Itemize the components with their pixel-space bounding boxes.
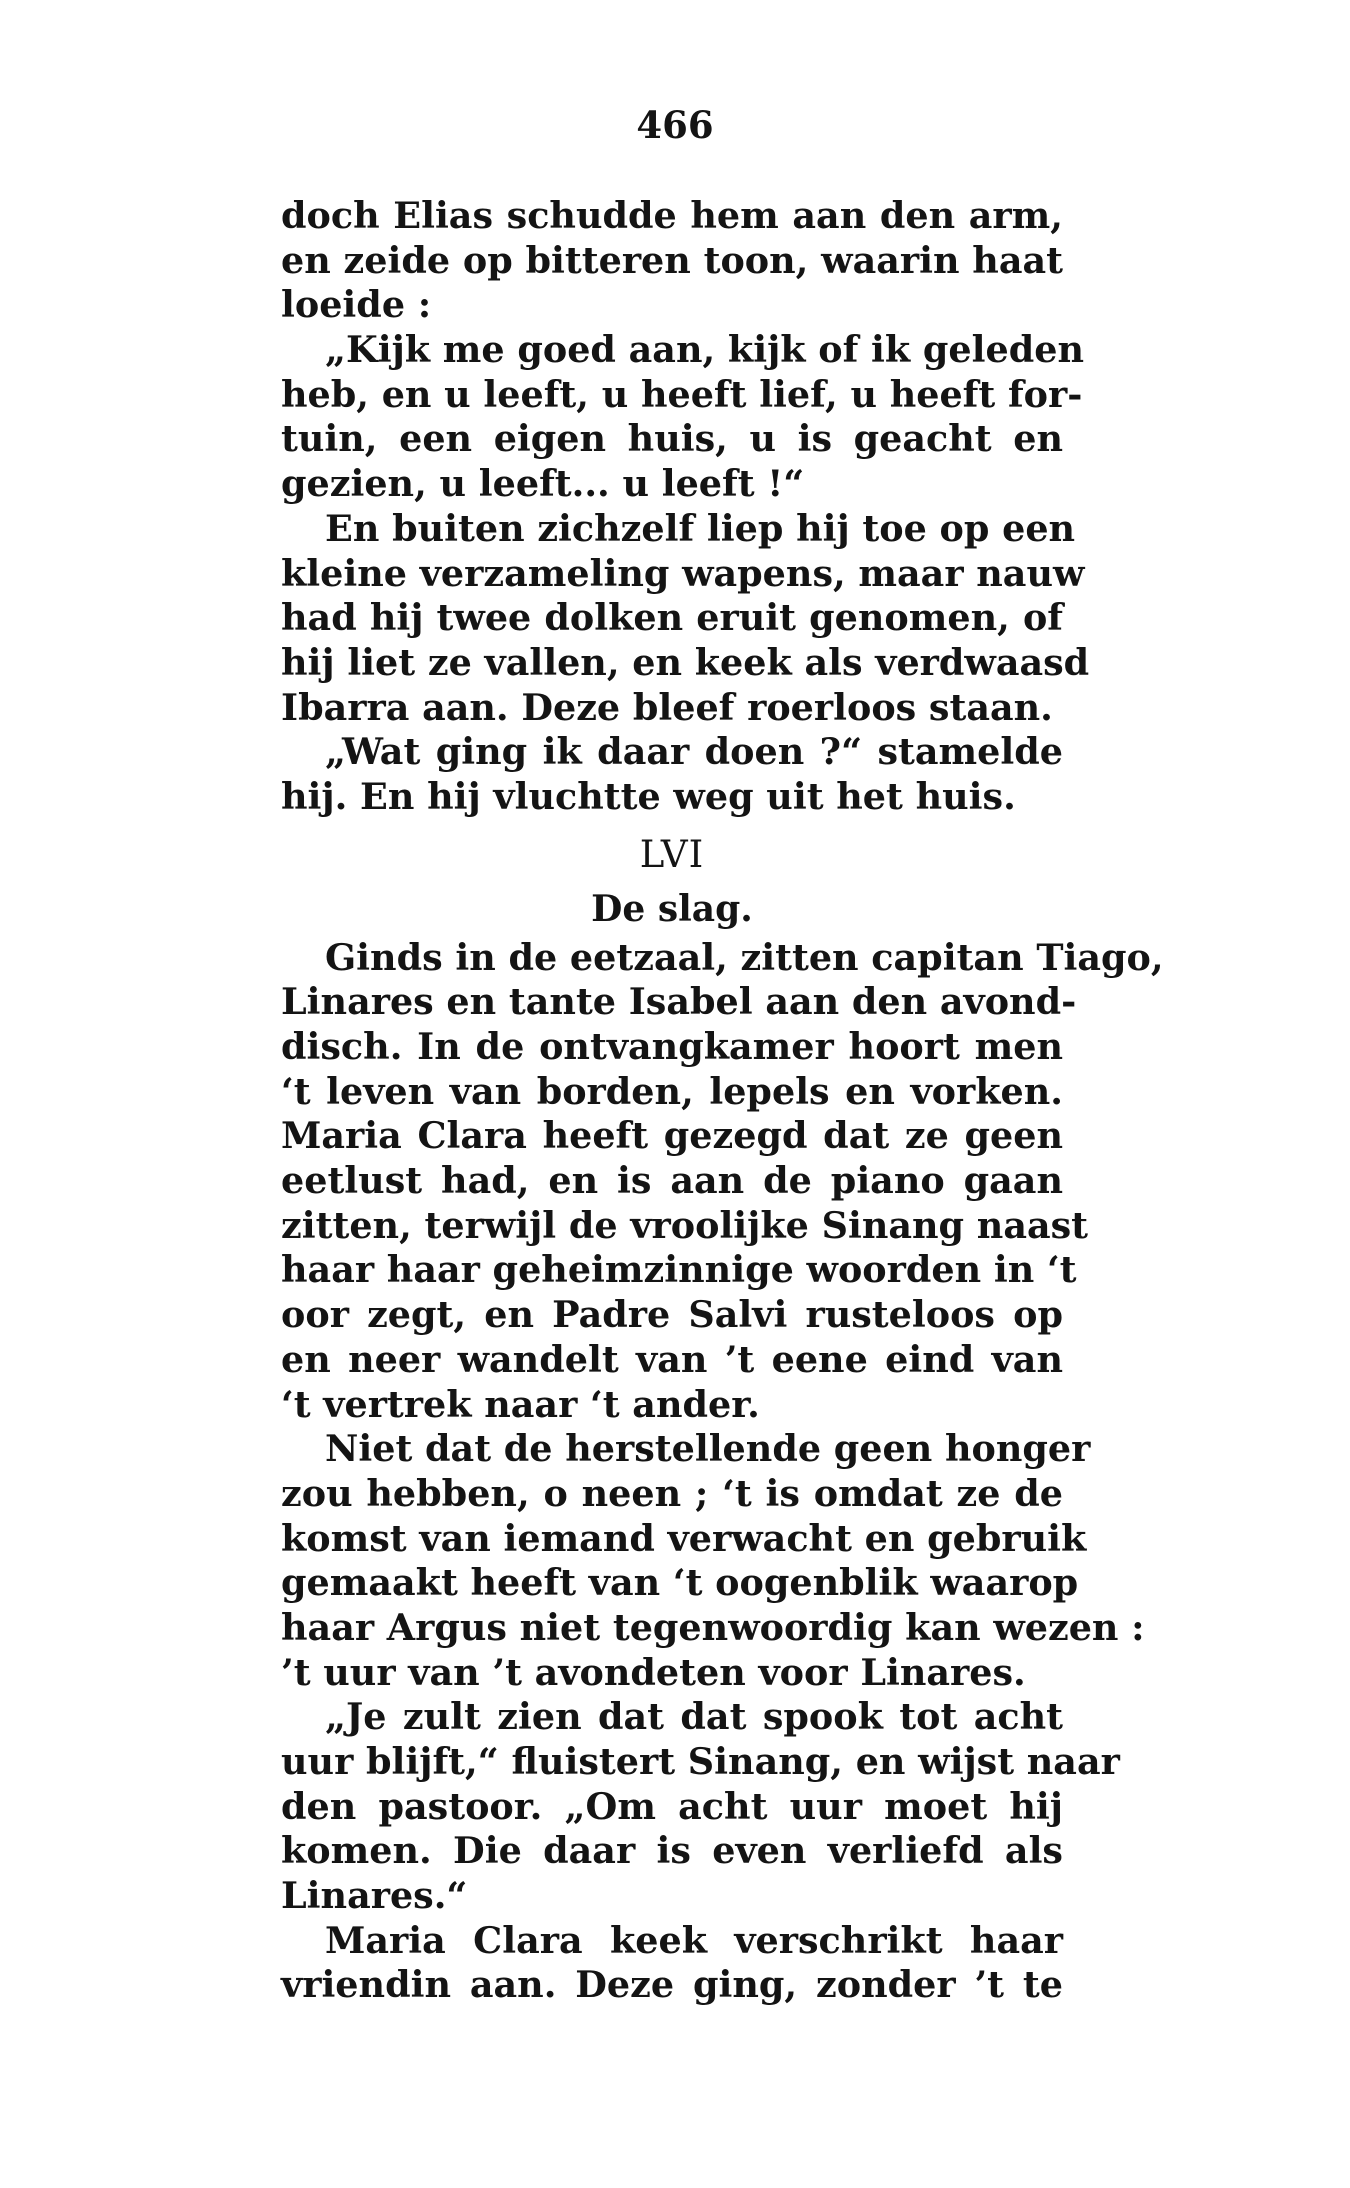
paragraph [281,1427,1145,1695]
text-line: uur blijft,“ fluistert Sinang, en wijst naar [281,1740,1120,1783]
text-line: haar Argus niet tegenwoordig kan wezen : [281,1605,1145,1649]
text-line: komst van iemand verwacht en gebruik [281,1516,1087,1560]
text-line: Ibarra aan. Deze bleef roerloos staan. [281,685,1053,729]
text-line: heb, en u leeft, u heeft lief, u heeft for- [281,372,1083,416]
text-line: Maria Clara heeft gezegd dat ze geen [281,1114,1063,1158]
text-line: zitten, terwijl de vroolijke Sinang naast [281,1203,1089,1247]
paragraph [281,935,1164,1428]
text-line: Linares.“ [281,1874,468,1918]
text-line: Linares en tante Isabel aan den avond- [281,980,1077,1024]
text-line: disch. In de ontvangkamer hoort men [281,1025,1063,1068]
text-line: Maria Clara keek verschrikt haar [325,1918,1063,1962]
text-line: eetlust had, en is aan de piano gaan [281,1159,1063,1203]
paragraph [281,1919,1063,2008]
text-line: „Kijk me goed aan, kijk of ik geleden [325,328,1084,372]
text-line: komen. Die daar is even verliefd als [281,1829,1063,1873]
text-line: den pastoor. „Om acht uur moet hij [281,1784,1063,1828]
paragraph [281,506,1090,730]
chapter-number: LVI [639,832,705,876]
text-line: En buiten zichzelf liep hij toe op een [325,506,1076,550]
paragraph [281,328,1084,507]
text-line: ’t uur van ’t avondeten voor Linares. [281,1650,1026,1694]
page-number: 466 [636,103,714,147]
text-line: hij. En hij vluchtte weg uit het huis. [281,774,1016,818]
text-line: en neer wandelt van ’t eene eind van [281,1337,1063,1381]
paragraph [281,730,1063,819]
text-line: Niet dat de herstellende geen honger [325,1427,1091,1471]
text-line: vriendin aan. Deze ging, zonder ’t te [281,1963,1063,2007]
text-line: oor zegt, en Padre Salvi rusteloos op [281,1293,1063,1337]
text-line: tuin, een eigen huis, u is geacht en [281,417,1063,461]
text-before-chapter [281,194,1090,820]
text-line: doch Elias schudde hem aan den arm, [281,194,1063,237]
chapter-title: De slag. [591,887,753,930]
text-line: haar haar geheimzinnige woorden in ‘t [281,1248,1077,1292]
paragraph [281,1695,1120,1918]
text-line: „Je zult zien dat dat spook tot acht [325,1695,1063,1739]
text-line: loeide : [281,283,432,327]
text-line: „Wat ging ik daar doen ?“ stamelde [325,730,1063,774]
paragraph [281,194,1063,328]
text-line: had hij twee dolken eruit genomen, of [281,596,1063,640]
text-line: gemaakt heeft van ‘t oogenblik waarop [281,1561,1079,1605]
text-line: ‘t vertrek naar ‘t ander. [281,1382,760,1426]
text-line: zou hebben, o neen ; ‘t is omdat ze de [281,1471,1063,1515]
text-line: kleine verzameling wapens, maar nauw [281,551,1085,595]
text-line: en zeide op bitteren toon, waarin haat [281,238,1063,282]
text-after-chapter [281,935,1164,2009]
text-line: Ginds in de eetzaal, zitten capitan Tiago, [325,935,1164,979]
text-line: hij liet ze vallen, en keek als verdwaasd [281,640,1090,684]
body-text [281,194,1164,2008]
text-line: gezien, u leeft... u leeft !“ [281,462,805,506]
text-line: ‘t leven van borden, lepels en vorken. [281,1069,1063,1113]
